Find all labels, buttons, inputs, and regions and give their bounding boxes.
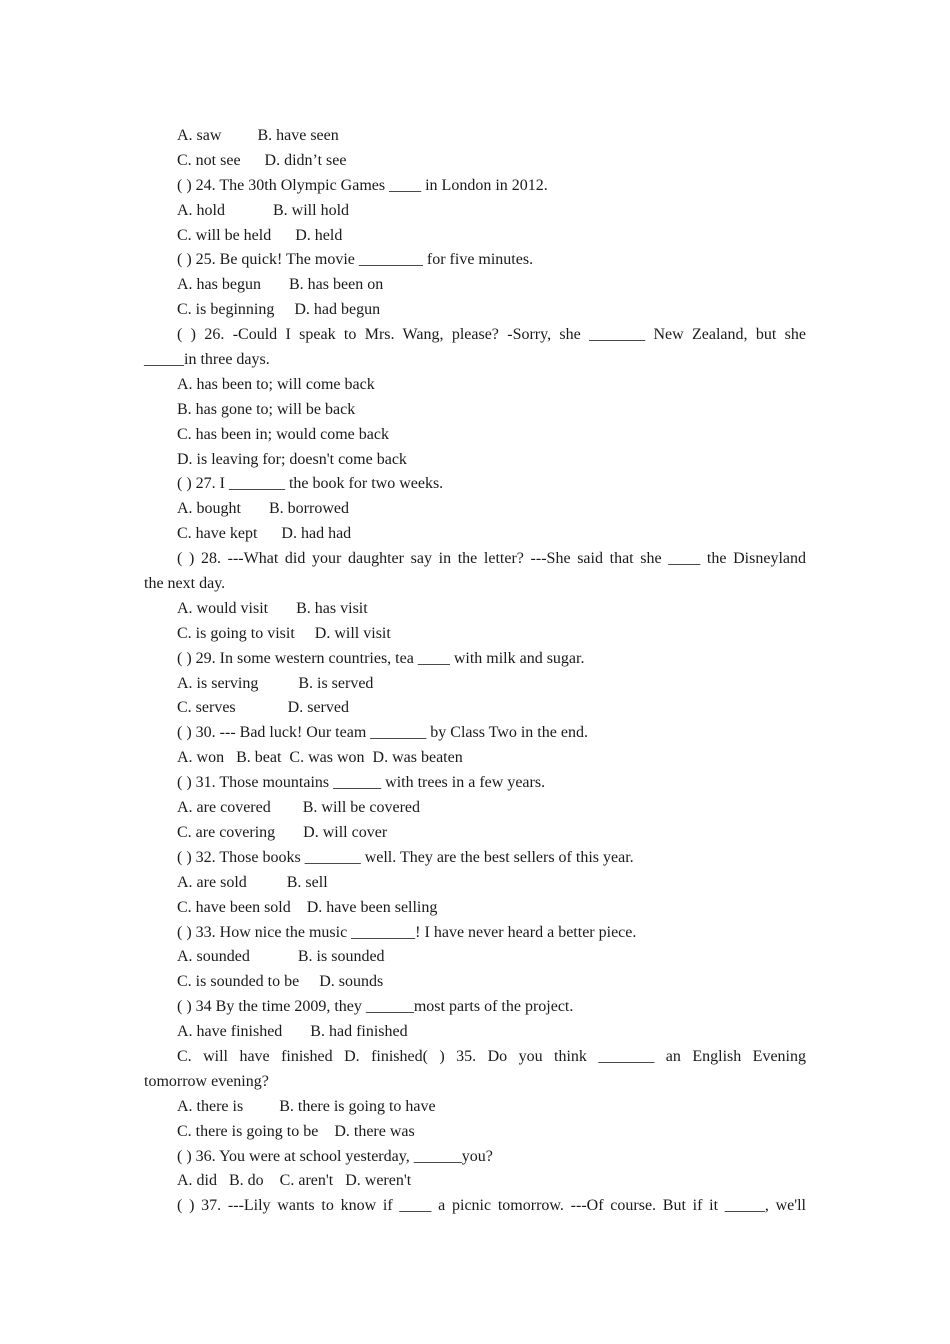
option-line: C. is going to visit D. will visit xyxy=(177,624,391,642)
option-line: A. have finished B. had finished xyxy=(177,1023,408,1041)
question-continuation-line: the next day. xyxy=(144,575,226,593)
question-line: ( ) 37. ---Lily wants to know if ____ a picnic tomorrow. ---Of course. But if it _____, we'll xyxy=(177,1197,806,1215)
option-line: A. bought B. borrowed xyxy=(177,500,349,518)
question-line: ( ) 33. How nice the music ________! I have never heard a better piece. xyxy=(177,923,637,941)
option-line: A. saw B. have seen xyxy=(177,127,339,144)
question-line: ( ) 24. The 30th Olympic Games ____ in London in 2012. xyxy=(177,176,548,194)
option-line: C. have kept D. had had xyxy=(177,525,352,543)
option-line: A. sounded B. is sounded xyxy=(177,948,385,966)
option-line: A. did B. do C. aren't D. weren't xyxy=(177,1172,412,1190)
question-continuation-line: tomorrow evening? xyxy=(144,1072,269,1090)
question-line: ( ) 32. Those books _______ well. They are the best sellers of this year. xyxy=(177,848,634,866)
option-line: A. has begun B. has been on xyxy=(177,276,384,294)
question-line: ( ) 27. I _______ the book for two weeks. xyxy=(177,475,444,493)
option-line: C. will be held D. held xyxy=(177,226,343,244)
option-line: A. hold B. will hold xyxy=(177,201,350,219)
question-line: ( ) 29. In some western countries, tea ____ with milk and sugar. xyxy=(177,649,585,667)
question-continuation-line: _____in three days. xyxy=(144,351,270,369)
question-line: ( ) 28. ---What did your daughter say in the letter? ---She said that she ____ the Disneyland xyxy=(177,550,806,568)
option-line: A. are covered B. will be covered xyxy=(177,799,421,817)
question-line: ( ) 26. -Could I speak to Mrs. Wang, please? -Sorry, she _______ New Zealand, but she xyxy=(177,326,806,344)
option-line: C. are covering D. will cover xyxy=(177,823,388,841)
option-line: A. would visit B. has visit xyxy=(177,599,368,617)
option-line: C. serves D. served xyxy=(177,699,349,717)
option-line: C. is beginning D. had begun xyxy=(177,301,381,319)
question-line: ( ) 25. Be quick! The movie ________ for five minutes. xyxy=(177,251,534,269)
option-line: C. is sounded to be D. sounds xyxy=(177,973,384,991)
question-line: ( ) 31. Those mountains ______ with trees in a few years. xyxy=(177,774,546,792)
option-line: C. have been sold D. have been selling xyxy=(177,898,438,916)
option-line: A. are sold B. sell xyxy=(177,873,328,891)
option-line: C. there is going to be D. there was xyxy=(177,1122,415,1140)
option-line: A. there is B. there is going to have xyxy=(177,1097,436,1115)
option-line: D. is leaving for; doesn't come back xyxy=(177,450,407,468)
option-line: A. is serving B. is served xyxy=(177,674,374,692)
question-line: ( ) 36. You were at school yesterday, ______you? xyxy=(177,1147,493,1165)
option-line: C. has been in; would come back xyxy=(177,425,389,443)
option-line: B. has gone to; will be back xyxy=(177,400,356,418)
question-line: ( ) 30. --- Bad luck! Our team _______ by Class Two in the end. xyxy=(177,724,588,742)
question-line: C. will have finished D. finished( ) 35. Do you think _______ an English Evening xyxy=(177,1047,806,1065)
option-line: A. won B. beat C. was won D. was beaten xyxy=(177,749,463,767)
option-line: C. not see D. didn’t see xyxy=(177,151,347,169)
document-body xyxy=(144,124,806,1219)
option-line: A. has been to; will come back xyxy=(177,375,375,393)
question-line: ( ) 34 By the time 2009, they ______most parts of the project. xyxy=(177,998,574,1016)
